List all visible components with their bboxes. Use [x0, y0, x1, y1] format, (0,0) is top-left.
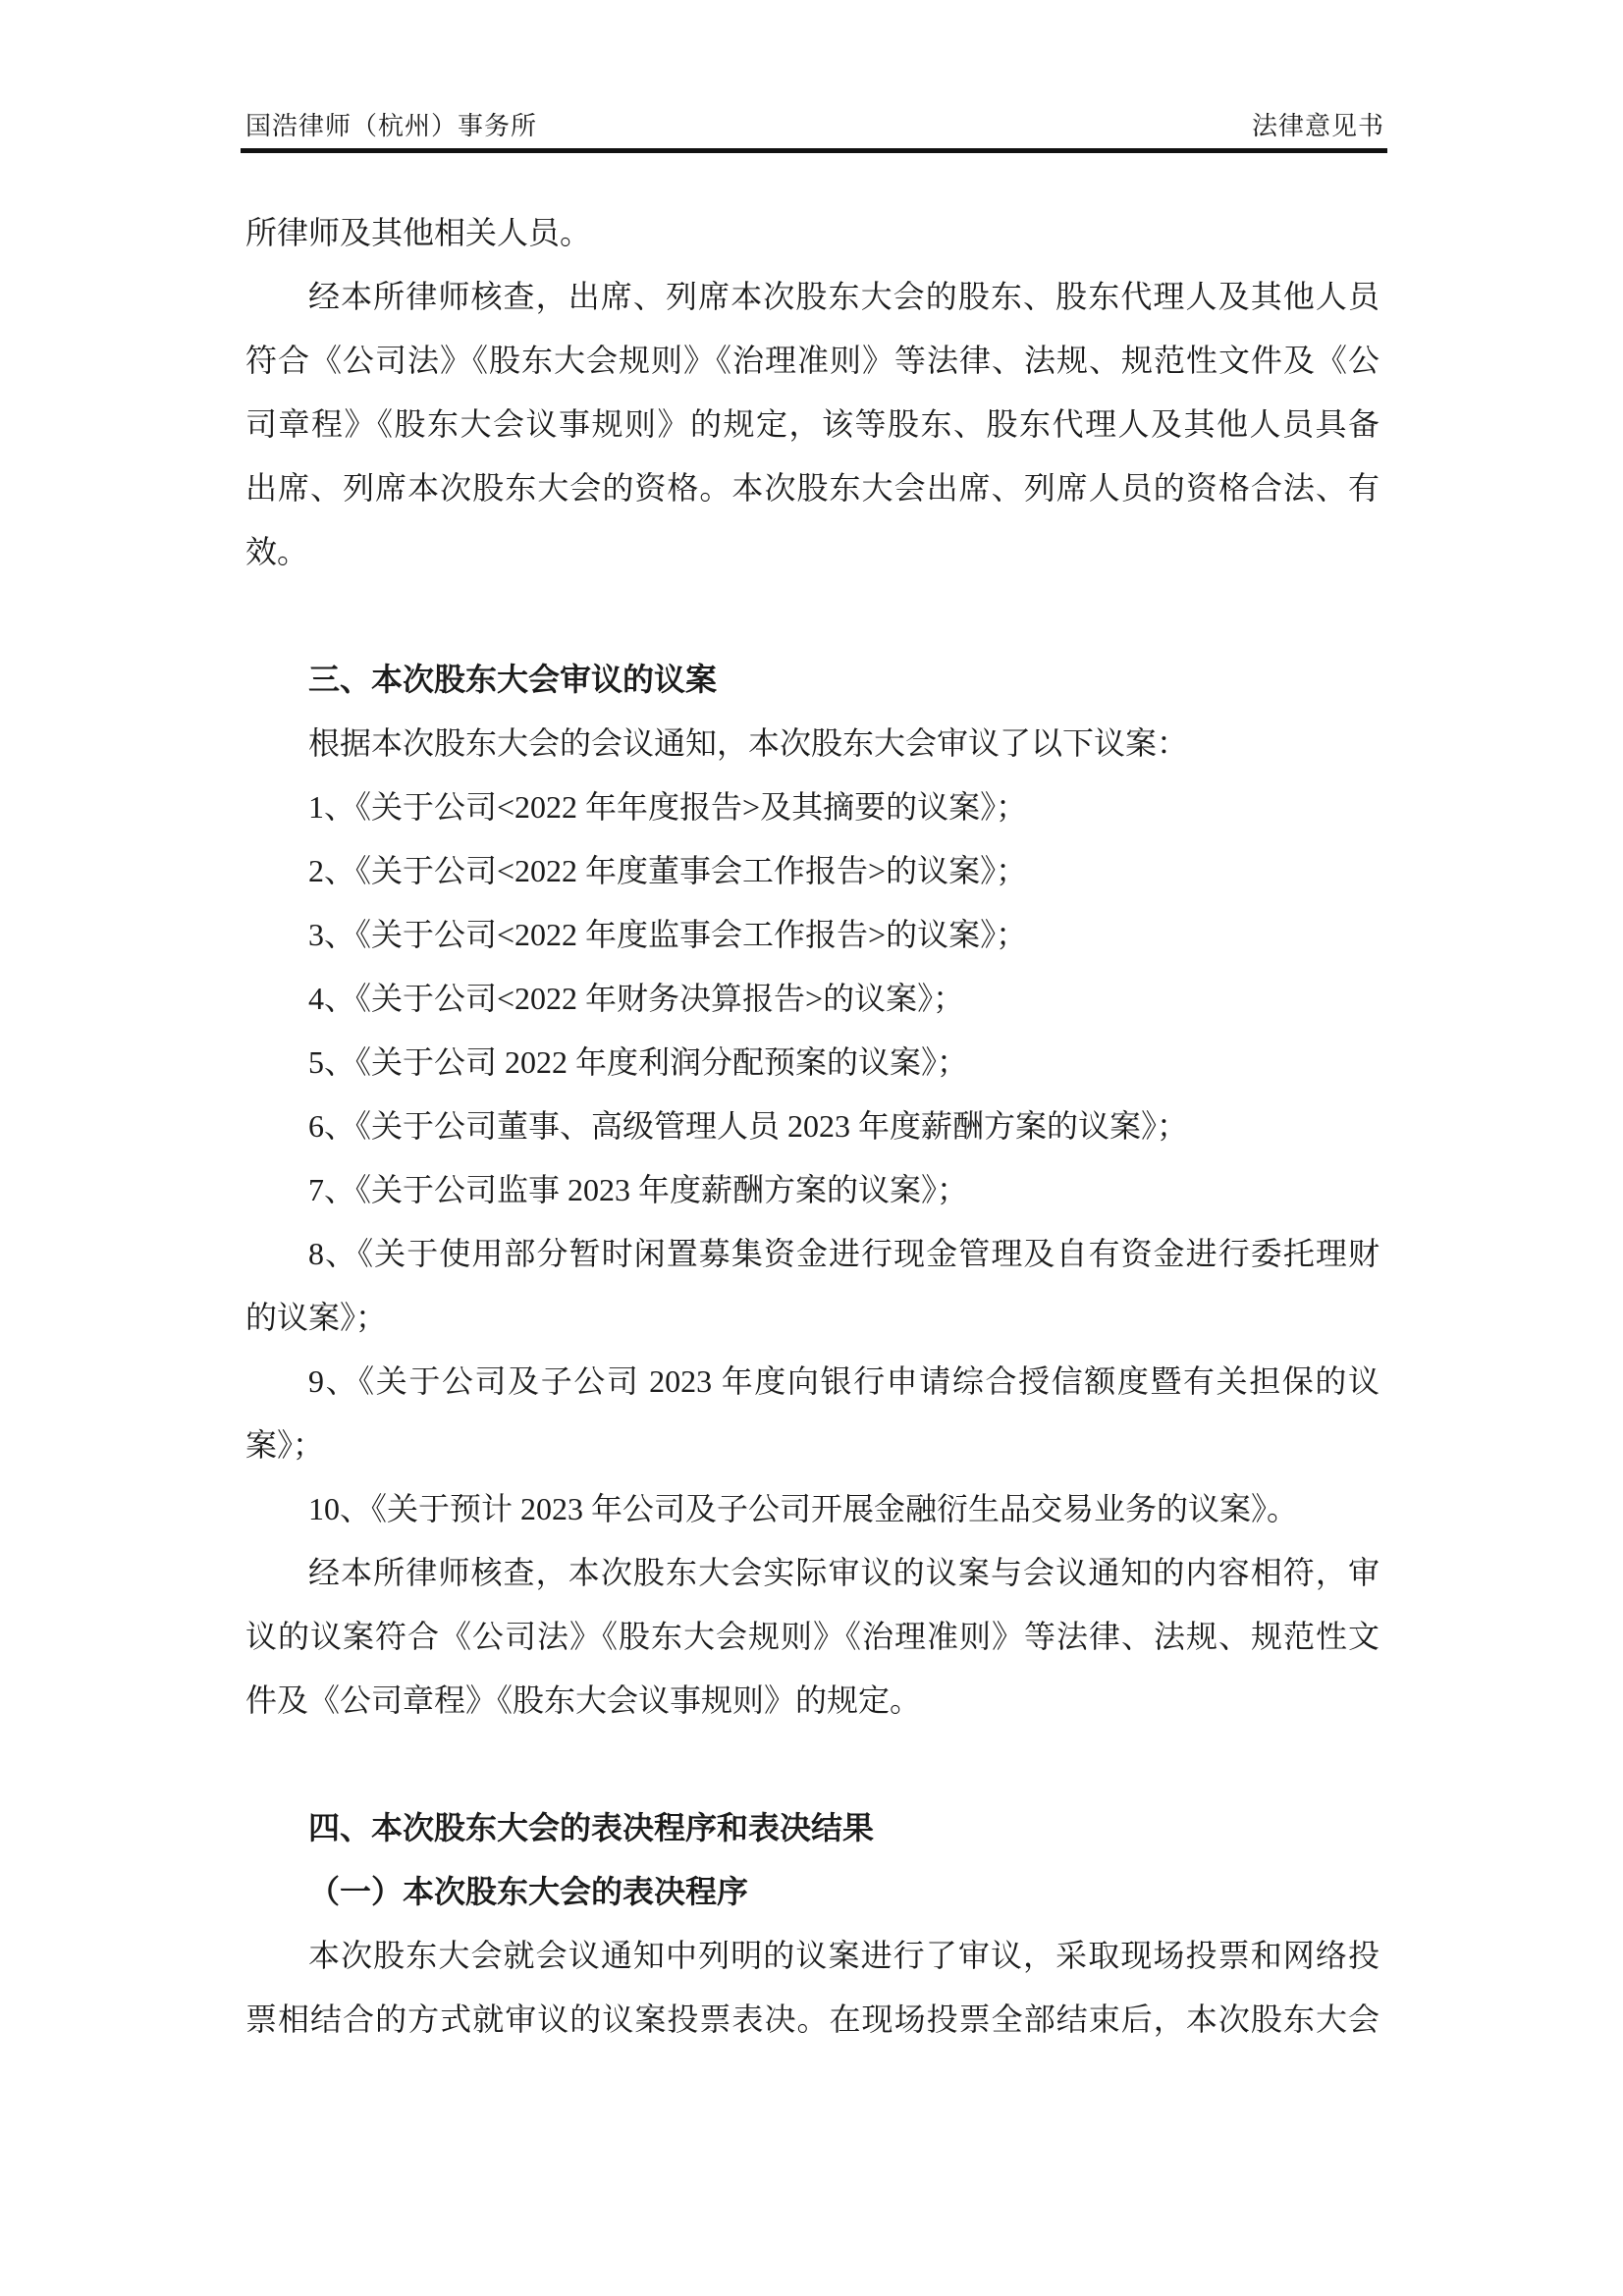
text-line: 经本所律师核查，本次股东大会实际审议的议案与会议通知的内容相符，审	[308, 1555, 1380, 1590]
text-line: 9、《关于公司及子公司 2023 年度向银行申请综合授信额度暨有关担保的议	[308, 1363, 1380, 1399]
text-line: 6、《关于公司董事、高级管理人员 2023 年度薪酬方案的议案》；	[308, 1108, 1189, 1144]
sub-heading-line: （一）本次股东大会的表决程序	[308, 1874, 749, 1909]
text-line: 本次股东大会就会议通知中列明的议案进行了审议，采取现场投票和网络投	[308, 1938, 1380, 1973]
text-line: 票相结合的方式就审议的议案投票表决。在现场投票全部结束后，本次股东大会	[245, 2002, 1380, 2037]
text-line: 经本所律师核查，出席、列席本次股东大会的股东、股东代理人及其他人员	[308, 279, 1380, 314]
page-header	[245, 112, 1384, 141]
text-line: 司章程》《股东大会议事规则》的规定，该等股东、股东代理人及其他人员具备	[245, 406, 1380, 442]
text-line: 1、《关于公司<2022 年年度报告>及其摘要的议案》；	[308, 789, 1028, 825]
text-line: 4、《关于公司<2022 年财务决算报告>的议案》；	[308, 981, 965, 1016]
header-doc-type: 法律意见书	[1251, 112, 1384, 140]
section-heading-line: 四、本次股东大会的表决程序和表决结果	[308, 1810, 875, 1845]
text-line: 7、《关于公司监事 2023 年度薪酬方案的议案》；	[308, 1172, 969, 1207]
blank-line	[245, 584, 1380, 648]
text-line: 案》；	[245, 1427, 325, 1463]
text-line: 效。	[245, 534, 309, 569]
text-line: 符合《公司法》《股东大会规则》《治理准则》等法律、法规、规范性文件及《公	[245, 343, 1380, 378]
text-line: 10、《关于预计 2023 年公司及子公司开展金融衍生品交易业务的议案》。	[308, 1491, 1299, 1526]
header-firm-name: 国浩律师（杭州）事务所	[245, 112, 538, 140]
text-line: 的议案》；	[245, 1300, 388, 1335]
text-line: 5、《关于公司 2022 年度利润分配预案的议案》；	[308, 1044, 969, 1080]
header-rule	[241, 148, 1387, 153]
text-line: 8、《关于使用部分暂时闲置募集资金进行现金管理及自有资金进行委托理财	[308, 1236, 1380, 1271]
text-line: 根据本次股东大会的会议通知，本次股东大会审议了以下议案：	[308, 725, 1189, 761]
text-line: 所律师及其他相关人员。	[245, 215, 592, 250]
document-body	[245, 201, 1380, 2052]
text-line: 件及《公司章程》《股东大会议事规则》的规定。	[245, 1682, 922, 1718]
blank-line	[245, 1733, 1380, 1796]
text-line: 3、《关于公司<2022 年度监事会工作报告>的议案》；	[308, 917, 1028, 952]
text-line: 议的议案符合《公司法》《股东大会规则》《治理准则》等法律、法规、规范性文	[245, 1619, 1380, 1654]
section-heading-line: 三、本次股东大会审议的议案	[308, 662, 718, 697]
text-line: 出席、列席本次股东大会的资格。本次股东大会出席、列席人员的资格合法、有	[245, 470, 1380, 506]
text-line: 2、《关于公司<2022 年度董事会工作报告>的议案》；	[308, 853, 1028, 888]
